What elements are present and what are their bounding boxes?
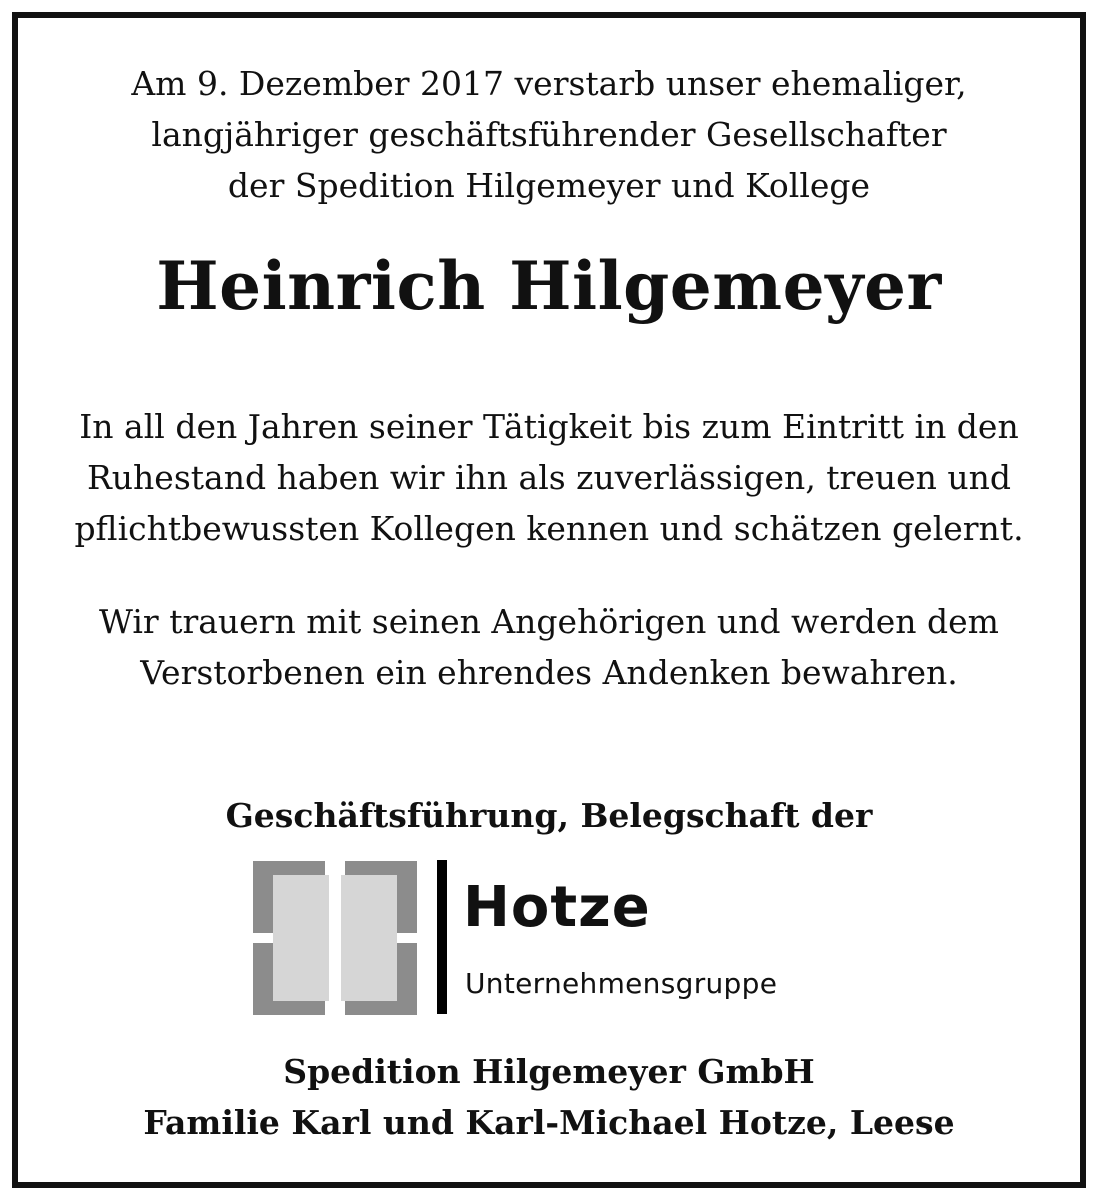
- intro-line: langjähriger geschäftsführender Gesellschafter: [151, 115, 947, 154]
- logo-title: Hotze: [463, 875, 651, 940]
- intro-line: Am 9. Dezember 2017 verstarb unser ehemaliger,: [131, 64, 967, 103]
- tribute-paragraph-1: [18, 401, 1080, 554]
- logo-divider-bar: [437, 860, 447, 1014]
- tribute-line: Verstorbenen ein ehrendes Andenken bewahren.: [140, 653, 958, 692]
- logo-subtitle: Unternehmensgruppe: [465, 967, 778, 1000]
- signers: [18, 1046, 1080, 1148]
- intro-line: der Spedition Hilgemeyer und Kollege: [227, 166, 871, 205]
- obituary-notice: [12, 12, 1086, 1188]
- hotze-logo: [253, 856, 893, 1016]
- intro-text: [18, 58, 1080, 211]
- tribute-line: Wir trauern mit seinen Angehörigen und werden dem: [99, 602, 999, 641]
- hotze-logo-mark: [253, 861, 417, 1015]
- signer-line: Spedition Hilgemeyer GmbH: [283, 1052, 815, 1091]
- signer-line: Familie Karl und Karl-Michael Hotze, Leese: [143, 1103, 955, 1142]
- deceased-name: Heinrich Hilgemeyer: [156, 247, 942, 325]
- tribute-paragraph-2: [18, 596, 1080, 698]
- tribute-line: In all den Jahren seiner Tätigkeit bis zum Eintritt in den: [79, 407, 1019, 446]
- tribute-line: Ruhestand haben wir ihn als zuverlässigen, treuen und: [86, 458, 1012, 497]
- tribute-line: pflichtbewussten Kollegen kennen und schätzen gelernt.: [74, 509, 1024, 548]
- signature-intro: Geschäftsführung, Belegschaft der: [225, 796, 873, 835]
